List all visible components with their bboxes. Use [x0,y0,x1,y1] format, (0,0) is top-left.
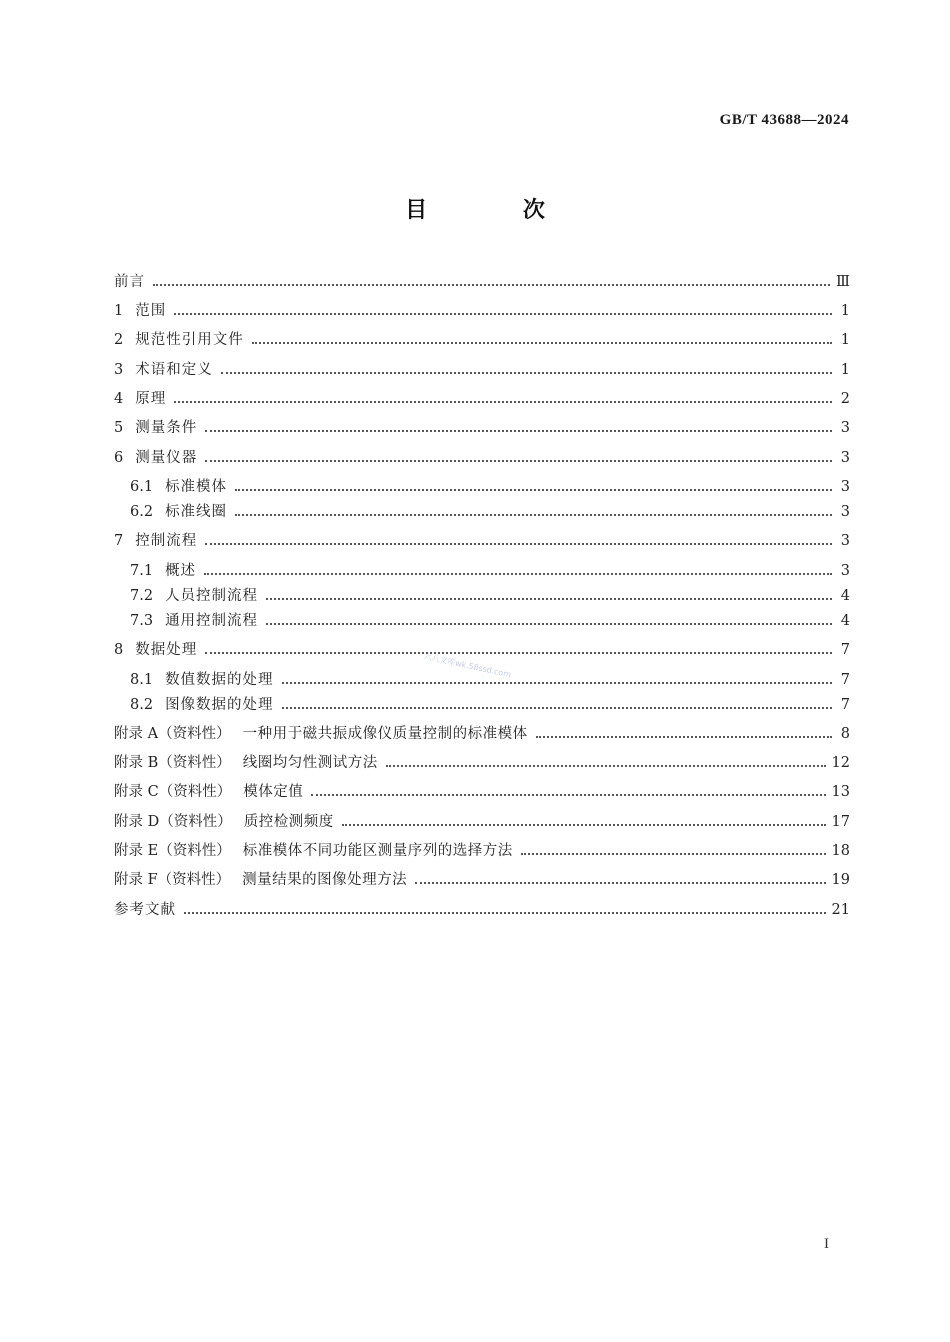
toc-entry-page: 3 [840,563,850,579]
watermark: 六八文库wk.58ssd.com [422,651,512,680]
toc-entry-label: 数据处理 [135,642,198,658]
toc-entry-page: 8 [840,726,850,742]
toc-entry-page: 18 [831,843,850,859]
toc-entry-label: 通用控制流程 [165,613,259,629]
toc-entry-6-2[interactable] [130,500,850,524]
toc-leader-dots [252,342,832,344]
toc-entry-references[interactable] [114,898,850,922]
toc-entry-appendix-b[interactable] [114,751,850,775]
toc-leader-dots [266,623,832,625]
toc-entry-label: 质控检测频度 [243,814,334,830]
toc-entry-label: 测量结果的图像处理方法 [242,872,408,888]
toc-entry-label: 测量仪器 [135,450,198,466]
toc-entry-page: 3 [840,533,850,549]
toc-entry-number: 8.2 [130,697,154,713]
toc-entry-2[interactable] [114,328,850,352]
toc-entry-page: Ⅲ [836,274,850,290]
toc-entry-number: 7 [114,533,124,549]
toc-entry-number: 7.1 [130,563,154,579]
toc-entry-page: 3 [840,420,850,436]
toc-entry-label: 概述 [165,563,197,579]
toc-entry-appendix-f[interactable] [114,868,850,892]
toc-leader-dots [205,460,832,462]
toc-leader-dots [235,489,832,491]
toc-leader-dots [205,543,832,545]
toc-entry-label: 规范性引用文件 [135,332,244,348]
toc-entry-label: 标准模体 [165,479,228,495]
toc-leader-dots [205,430,832,432]
toc-leader-dots [311,794,825,796]
page-number: I [824,1236,829,1252]
toc-entry-7-3[interactable] [130,609,850,633]
toc-leader-dots [153,284,830,286]
toc-entry-label: 人员控制流程 [165,588,259,604]
toc-entry-page: 3 [840,504,850,520]
toc-entry-7-2[interactable] [130,584,850,608]
toc-entry-appendix-number: 附录 B（资料性） [114,755,231,771]
toc-leader-dots [204,573,832,575]
toc-entry-number: 6.1 [130,479,154,495]
toc-entry-number: 6.2 [130,504,154,520]
toc-entry-5[interactable] [114,416,850,440]
toc-leader-dots [174,401,832,403]
toc-entry-appendix-number: 附录 A（资料性） [114,726,231,742]
toc-entry-page: 1 [840,362,850,378]
toc-entry-label: 模体定值 [243,784,304,800]
toc-entry-label: 参考文献 [114,902,176,918]
toc-leader-dots [415,882,825,884]
toc-entry-label: 原理 [135,391,167,407]
toc-entry-6[interactable] [114,446,850,470]
toc-entry-number: 2 [114,332,124,348]
toc-entry-number: 8.1 [130,672,154,688]
toc-entry-8-2[interactable] [130,693,850,717]
toc-leader-dots [266,598,832,600]
toc-entry-foreword[interactable] [114,270,850,294]
toc-entry-page: 1 [840,332,850,348]
toc-leader-dots [174,313,832,315]
toc-title: 目 次 [405,198,589,223]
toc-leader-dots [221,372,832,374]
toc-leader-dots [282,707,832,709]
toc-entry-label: 图像数据的处理 [165,697,274,713]
toc-entry-label: 测量条件 [135,420,198,436]
toc-leader-dots [521,853,826,855]
toc-leader-dots [536,736,832,738]
toc-entry-8[interactable] [114,638,850,662]
toc-entry-page: 3 [840,479,850,495]
toc-entry-number: 7.3 [130,613,154,629]
toc-entry-page: 21 [831,902,850,918]
toc-leader-dots [342,824,826,826]
toc-entry-page: 17 [831,814,850,830]
toc-entry-appendix-c[interactable] [114,780,850,804]
toc-entry-appendix-number: 附录 E（资料性） [114,843,231,859]
toc-entry-page: 7 [840,697,850,713]
toc-entry-label: 前言 [114,274,145,290]
toc-entry-7-1[interactable] [130,559,850,583]
toc-leader-dots [235,514,832,516]
toc-entry-page: 1 [840,303,850,319]
toc-entry-page: 2 [840,391,850,407]
toc-entry-7[interactable] [114,529,850,553]
standard-code: GB/T 43688—2024 [719,112,849,128]
toc-entry-appendix-a[interactable] [114,722,850,746]
toc-entry-6-1[interactable] [130,475,850,499]
toc-entry-page: 7 [840,672,850,688]
toc-entry-page: 13 [831,784,850,800]
toc-entry-3[interactable] [114,358,850,382]
toc-leader-dots [205,652,832,654]
toc-entry-number: 6 [114,450,124,466]
toc-entry-appendix-number: 附录 C（资料性） [114,784,232,800]
toc-entry-label: 数值数据的处理 [165,672,274,688]
toc-entry-label: 范围 [135,303,167,319]
toc-entry-1[interactable] [114,299,850,323]
toc-entry-label: 标准模体不同功能区测量序列的选择方法 [242,843,513,859]
toc-entry-appendix-e[interactable] [114,839,850,863]
toc-entry-page: 3 [840,450,850,466]
toc-entry-page: 12 [831,755,850,771]
toc-entry-label: 一种用于磁共振成像仪质量控制的标准模体 [242,726,528,742]
toc-entry-label: 线圈均匀性测试方法 [242,755,378,771]
toc-leader-dots [282,682,832,684]
toc-entry-number: 4 [114,391,124,407]
toc-entry-appendix-number: 附录 D（资料性） [114,814,232,830]
toc-entry-label: 标准线圈 [165,504,228,520]
toc-entry-4[interactable] [114,387,850,411]
toc-entry-appendix-number: 附录 F（资料性） [114,872,231,888]
toc-leader-dots [184,912,826,914]
toc-entry-label: 术语和定义 [135,362,213,378]
toc-entry-number: 1 [114,303,124,319]
toc-entry-number: 8 [114,642,124,658]
toc-entry-page: 4 [840,588,850,604]
toc-entry-appendix-d[interactable] [114,810,850,834]
toc-leader-dots [386,765,826,767]
toc-entry-label: 控制流程 [135,533,198,549]
toc-entry-page: 7 [840,642,850,658]
toc-entry-number: 5 [114,420,124,436]
toc-entry-page: 19 [831,872,850,888]
toc-entry-number: 7.2 [130,588,154,604]
toc-entry-page: 4 [840,613,850,629]
toc-entry-number: 3 [114,362,124,378]
